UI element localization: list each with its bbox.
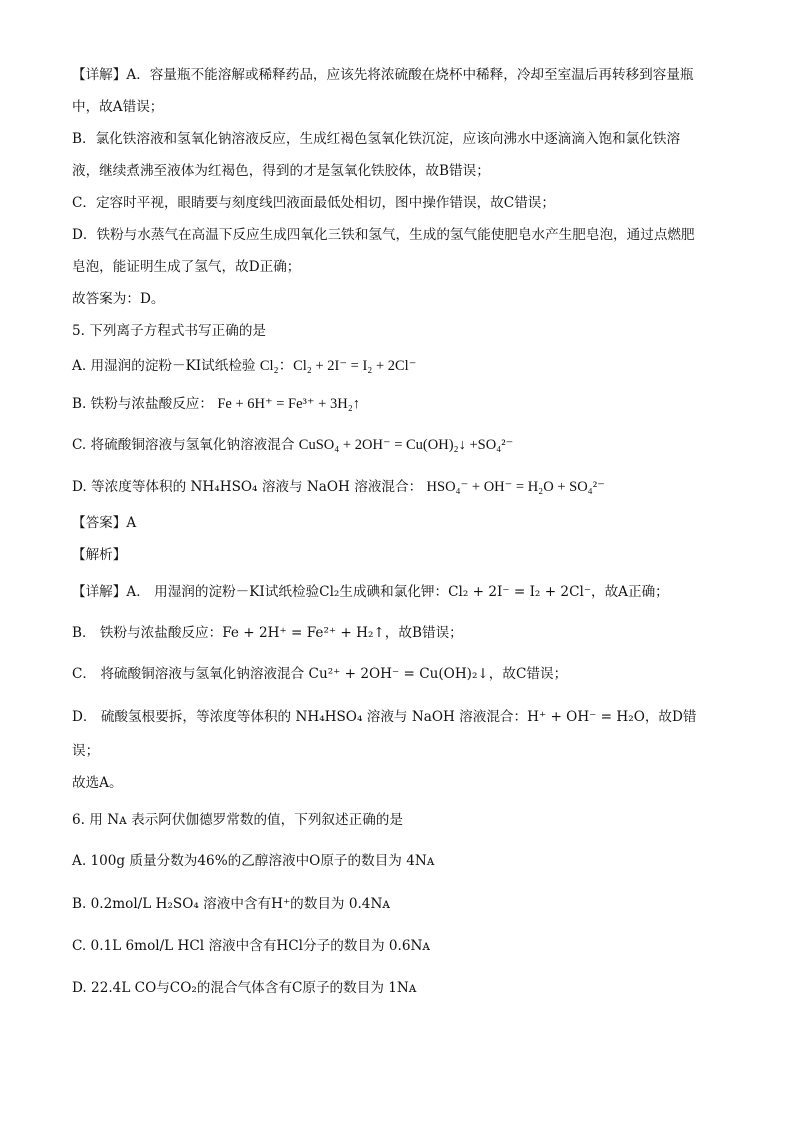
- prev-explanation-line-6: D．铁粉与水蒸气在高温下反应生成四氧化三铁和氢气，生成的氢气能使肥皂水产生肥皂泡，通过点燃肥: [72, 227, 695, 243]
- question-6-option-d: D. 22.4L CO与CO₂的混合气体含有C原子的数目为 1Nᴀ: [72, 980, 417, 996]
- prev-explanation-line-5: C．定容时平视，眼睛要与刻度线凹液面最低处相切，图中操作错误，故C错误；: [72, 195, 555, 211]
- question-5-answer: 【答案】A: [72, 515, 137, 531]
- question-5-option-b: [72, 394, 722, 414]
- option-c-text: C. 将硫酸铜溶液与氢氧化钠溶液混合: [72, 437, 295, 453]
- question-6-option-b: B. 0.2mol/L H₂SO₄ 溶液中含有H⁺的数目为 0.4Nᴀ: [72, 896, 391, 912]
- question-5-option-a: [72, 356, 722, 376]
- question-5-detail-d-line-2: 误；: [72, 743, 100, 759]
- question-5-stem: 5. 下列离子方程式书写正确的是: [72, 323, 267, 339]
- prev-explanation-line-3: B．氯化铁溶液和氢氧化钠溶液反应，生成红褐色氢氧化铁沉淀，应该向沸水中逐滴滴入饱和氯化铁溶: [72, 131, 681, 147]
- option-a-equation: Cl₂：Cl₂ + 2I⁻ = I₂ + 2Cl⁻: [259, 358, 417, 374]
- option-c-equation: CuSO₄ + 2OH⁻ = Cu(OH)₂↓ +SO₄²⁻: [298, 437, 514, 453]
- option-d-equation: HSO₄⁻ + OH⁻ = H₂O + SO₄²⁻: [426, 479, 605, 495]
- question-5-detail-a: 【详解】A． 用湿润的淀粉－KI试纸检验Cl₂生成碘和氯化钾：Cl₂ + 2I⁻ = I₂ + 2Cl⁻，故A正确；: [72, 584, 669, 600]
- question-5-detail-c: C． 将硫酸铜溶液与氢氧化钠溶液混合 Cu²⁺ + 2OH⁻ = Cu(OH)₂↓，故C错误；: [72, 666, 568, 682]
- option-d-text: D. 等浓度等体积的 NH₄HSO₄ 溶液与 NaOH 溶液混合：: [72, 479, 423, 495]
- question-6-option-a: A. 100g 质量分数为46%的乙醇溶液中O原子的数目为 4Nᴀ: [72, 853, 435, 869]
- question-5-conclusion: 故选A。: [72, 775, 123, 791]
- question-5-analysis-label: 【解析】: [72, 547, 127, 563]
- prev-explanation-line-7: 皂泡，能证明生成了氢气，故D正确；: [72, 259, 301, 275]
- question-6-option-c: C. 0.1L 6mol/L HCl 溶液中含有HCl分子的数目为 0.6Nᴀ: [72, 938, 431, 954]
- question-5-option-d: [72, 477, 722, 497]
- option-b-equation: Fe + 6H⁺ = Fe³⁺ + 3H₂↑: [217, 396, 360, 412]
- question-5-detail-b: B． 铁粉与浓盐酸反应：Fe + 2H⁺ = Fe²⁺ + H₂↑，故B错误；: [72, 625, 463, 641]
- prev-explanation-line-1: 【详解】A．容量瓶不能溶解或稀释药品，应该先将浓硫酸在烧杯中稀释，冷却至室温后再转移到容量瓶: [72, 67, 694, 83]
- option-b-text: B. 铁粉与浓盐酸反应：: [72, 396, 213, 412]
- question-5-detail-d-line-1: D． 硫酸氢根要拆，等浓度等体积的 NH₄HSO₄ 溶液与 NaOH 溶液混合：H⁺ + OH⁻ = H₂O，故D错: [72, 709, 697, 725]
- option-a-text: A. 用湿润的淀粉－KI试纸检验: [72, 358, 256, 374]
- prev-explanation-line-4: 液，继续煮沸至液体为红褐色，得到的才是氢氧化铁胶体，故B错误；: [72, 163, 490, 179]
- question-6-stem: 6. 用 Nᴀ 表示阿伏伽德罗常数的值，下列叙述正确的是: [72, 812, 403, 828]
- prev-explanation-line-2: 中，故A错误；: [72, 99, 164, 115]
- prev-explanation-line-8: 故答案为：D。: [72, 291, 165, 307]
- question-5-option-c: [72, 435, 722, 455]
